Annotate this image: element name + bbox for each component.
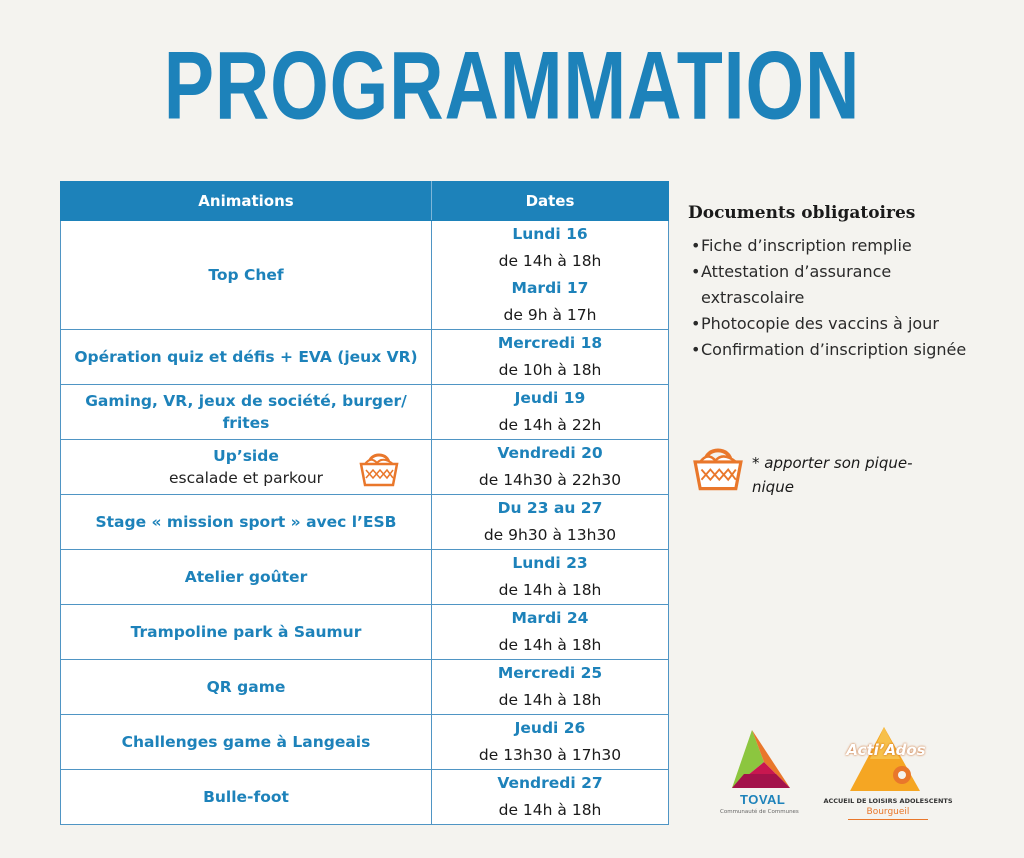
animation-cell	[61, 770, 432, 825]
table-row	[61, 440, 669, 495]
animation-name: Opération quiz et défis + EVA (jeux VR)	[74, 348, 418, 366]
header-dates: Dates	[432, 182, 669, 221]
table-row	[61, 221, 669, 330]
animation-name: Stage « mission sport » avec l’ESB	[95, 513, 397, 531]
date-day: Lundi 16	[512, 225, 588, 243]
table-row	[61, 550, 669, 605]
date-cell	[432, 221, 669, 330]
documents-heading: Documents obligatoires	[688, 203, 916, 223]
table-row	[61, 715, 669, 770]
table-row	[61, 660, 669, 715]
animation-cell	[61, 440, 432, 495]
animation-cell	[61, 605, 432, 660]
table-row	[61, 770, 669, 825]
date-hours: de 9h à 17h	[503, 306, 597, 324]
acti-ados-mark-icon	[840, 725, 930, 795]
date-cell	[432, 550, 669, 605]
table-row	[61, 385, 669, 440]
date-day: Mardi 24	[511, 609, 589, 627]
date-cell	[432, 660, 669, 715]
acti-ados-logo	[818, 725, 958, 835]
date-hours: de 14h30 à 22h30	[478, 471, 622, 489]
animation-name: Challenges game à Langeais	[121, 733, 371, 751]
document-item-text: Fiche d’inscription remplie	[701, 236, 912, 255]
acti-ados-name: Acti’Ados	[846, 741, 926, 759]
animation-name: Bulle-foot	[203, 788, 289, 806]
animation-name: QR game	[206, 678, 286, 696]
toval-logo	[716, 726, 806, 826]
picnic-basket-icon	[690, 441, 746, 493]
date-day: Mercredi 18	[497, 334, 603, 352]
animation-cell	[61, 221, 432, 330]
animation-name: Up’side	[213, 447, 279, 465]
list-item: •Photocopie des vaccins à jour	[691, 314, 939, 333]
document-item-text: Confirmation d’inscription signée	[701, 340, 967, 359]
date-day: Vendredi 20	[497, 444, 603, 462]
animation-subtitle: escalade et parkour	[168, 469, 324, 487]
table-header-row	[61, 182, 669, 221]
list-item: •Confirmation d’inscription signée	[691, 340, 967, 359]
picnic-basket-icon	[357, 448, 401, 488]
date-cell	[432, 715, 669, 770]
date-day: Jeudi 26	[514, 719, 586, 737]
date-day: Lundi 23	[512, 554, 588, 572]
table-row	[61, 330, 669, 385]
date-cell	[432, 330, 669, 385]
table-row	[61, 605, 669, 660]
document-item-text: Attestation d’assurance extrascolaire	[701, 262, 892, 307]
date-hours: de 14h à 18h	[498, 801, 602, 819]
date-hours: de 9h30 à 13h30	[483, 526, 617, 544]
picnic-note	[690, 441, 990, 501]
date-cell	[432, 440, 669, 495]
date-hours: de 10h à 18h	[498, 361, 602, 379]
animation-cell	[61, 385, 432, 440]
date-day: Mercredi 25	[497, 664, 603, 682]
table-row	[61, 495, 669, 550]
animation-name: Atelier goûter	[184, 568, 308, 586]
toval-subtitle: Communauté de Communes	[720, 809, 799, 815]
date-cell	[432, 385, 669, 440]
date-day: Du 23 au 27	[497, 499, 603, 517]
document-item-text: Photocopie des vaccins à jour	[701, 314, 939, 333]
date-cell	[432, 770, 669, 825]
date-cell	[432, 605, 669, 660]
date-hours: de 14h à 18h	[498, 636, 602, 654]
toval-name: TOVAL	[740, 792, 786, 807]
date-day: Mardi 17	[511, 279, 589, 297]
acti-ados-underline	[848, 819, 928, 820]
animation-name: Top Chef	[208, 266, 284, 284]
animation-cell	[61, 550, 432, 605]
animation-name: Gaming, VR, jeux de société, burger/ frites	[85, 392, 407, 432]
animation-cell	[61, 495, 432, 550]
acti-ados-town: Bourgueil	[866, 807, 910, 817]
toval-triangle-icon	[724, 726, 804, 794]
animation-cell	[61, 660, 432, 715]
animation-name: Trampoline park à Saumur	[130, 623, 362, 641]
documents-list	[686, 233, 986, 363]
schedule-table	[60, 181, 669, 825]
animation-cell	[61, 330, 432, 385]
acti-ados-subtitle: ACCUEIL DE LOISIRS ADOLESCENTS	[823, 797, 953, 805]
documents-panel	[686, 203, 986, 363]
date-hours: de 13h30 à 17h30	[478, 746, 622, 764]
date-hours: de 14h à 18h	[498, 581, 602, 599]
date-cell	[432, 495, 669, 550]
header-animations: Animations	[61, 182, 432, 221]
date-hours: de 14h à 18h	[498, 691, 602, 709]
animation-cell	[61, 715, 432, 770]
list-item: •Attestation d’assurance extrascolaire	[691, 262, 892, 307]
list-item: •Fiche d’inscription remplie	[691, 236, 912, 255]
picnic-note-text: * apporter son pique-nique	[752, 454, 913, 496]
date-day: Jeudi 19	[514, 389, 586, 407]
date-hours: de 14h à 18h	[498, 252, 602, 270]
date-day: Vendredi 27	[497, 774, 603, 792]
date-hours: de 14h à 22h	[498, 416, 602, 434]
page-title: PROGRAMMATION	[163, 32, 861, 140]
